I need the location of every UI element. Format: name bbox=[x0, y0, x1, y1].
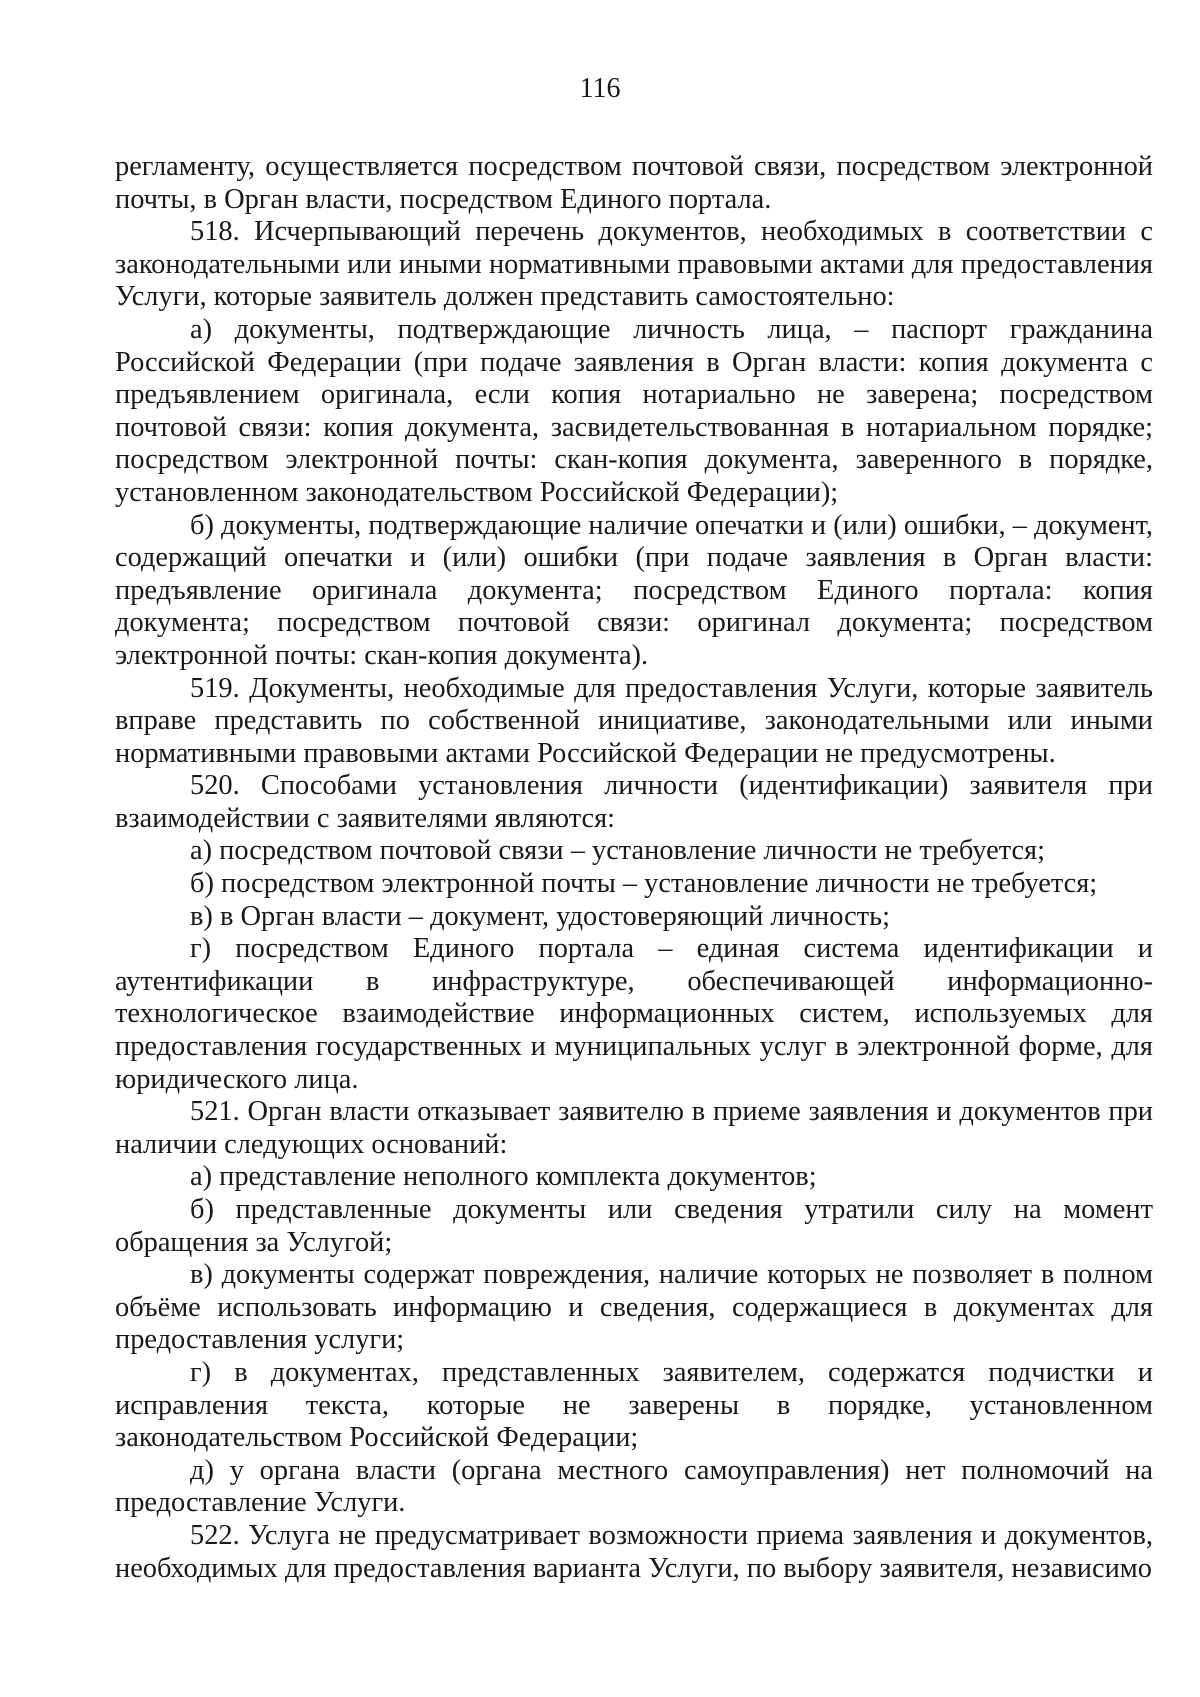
paragraph-520-g: г) посредством Единого портала – единая система идентификации и аутентификации в инфраструктуре, обеспечивающей информационно-технологическое взаимодействие информационных систем, используемых для предоставления государственных и муниципальных услуг в электронной форме, для юридического лица. bbox=[115, 933, 1153, 1095]
paragraph-520: 520. Способами установления личности (идентификации) заявителя при взаимодействии с заявителями являются: bbox=[115, 770, 1153, 834]
paragraph-521-g: г) в документах, представленных заявителем, содержатся подчистки и исправления текста, которые не заверены в порядке, установленном законодательством Российской Федерации; bbox=[115, 1356, 1153, 1454]
paragraph-521: 521. Орган власти отказывает заявителю в приеме заявления и документов при наличии следующих оснований: bbox=[115, 1096, 1153, 1160]
paragraph-521-v: в) документы содержат повреждения, наличие которых не позволяет в полном объёме использовать информацию и сведения, содержащиеся в документах для предоставления услуги; bbox=[115, 1259, 1153, 1356]
paragraph-518-a: а) документы, подтверждающие личность лица, – паспорт гражданина Российской Федерации (при подаче заявления в Орган власти: копия документа с предъявлением оригинала, если копия нотариально не заверена; посредством почтовой связи: копия документа, засвидетельствованная в нотариальном порядке; посредством электронной почты: скан-копия документа, заверенного в порядке, установленном законодательством Российской Федерации); bbox=[115, 313, 1153, 508]
page-number: 116 bbox=[579, 73, 621, 104]
paragraph-521-a: а) представление неполного комплекта документов; bbox=[190, 1161, 817, 1193]
paragraph-continuation: регламенту, осуществляется посредством почтовой связи, посредством электронной почты, в Орган власти, посредством Единого портала. bbox=[115, 151, 1153, 215]
paragraph-520-a: а) посредством почтовой связи – установление личности не требуется; bbox=[190, 835, 1045, 867]
paragraph-521-b: б) представленные документы или сведения утратили силу на момент обращения за Услугой; bbox=[115, 1194, 1153, 1258]
paragraph-520-b: б) посредством электронной почты – установление личности не требуется; bbox=[190, 868, 1098, 900]
paragraph-522: 522. Услуга не предусматривает возможности приема заявления и документов, необходимых для предоставления варианта Услуги, по выбору заявителя, независимо bbox=[115, 1519, 1153, 1584]
paragraph-518: 518. Исчерпывающий перечень документов, необходимых в соответствии с законодательными или иными нормативными правовыми актами для предоставления Услуги, которые заявитель должен представить самостоятельно: bbox=[115, 216, 1153, 313]
paragraph-518-b: б) документы, подтверждающие наличие опечатки и (или) ошибки, – документ, содержащий опечатки и (или) ошибки (при подаче заявления в Орган власти: предъявление оригинала документа; посредством Единого портала: копия документа; посредством почтовой связи: оригинал документа; посредством электронной почты: скан-копия документа). bbox=[115, 509, 1153, 671]
paragraph-519: 519. Документы, необходимые для предоставления Услуги, которые заявитель вправе представить по собственной инициативе, законодательными или иными нормативными правовыми актами Российской Федерации не предусмотрены. bbox=[115, 672, 1153, 769]
document-body bbox=[115, 151, 1153, 1585]
paragraph-521-d: д) у органа власти (органа местного самоуправления) нет полномочий на предоставление Услуги. bbox=[115, 1454, 1153, 1519]
paragraph-520-v: в) в Орган власти – документ, удостоверяющий личность; bbox=[190, 900, 890, 932]
